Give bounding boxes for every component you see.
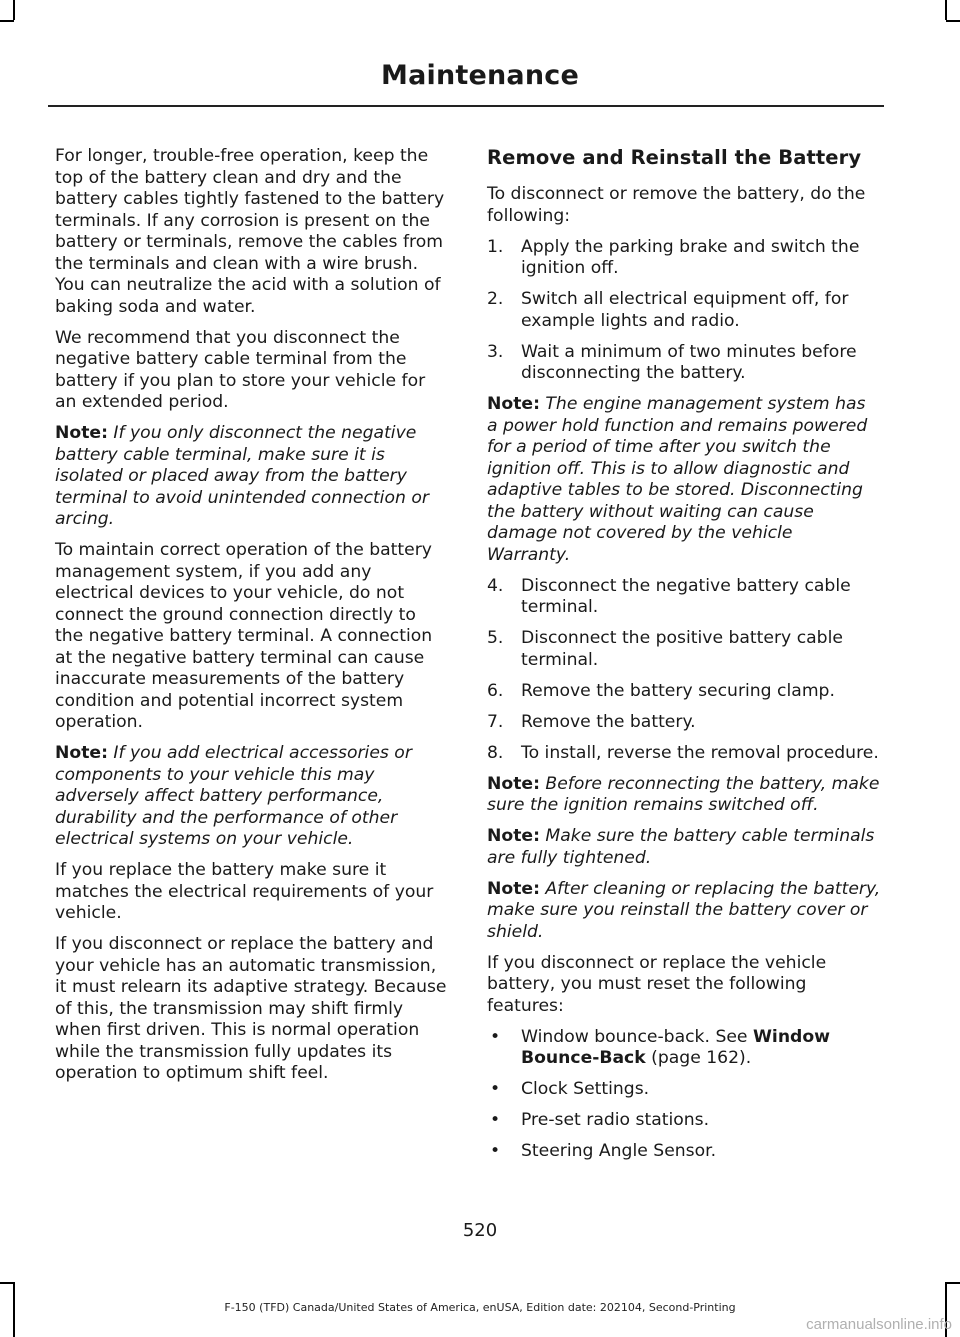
list-item: [487, 342, 881, 385]
list-item: [487, 628, 881, 671]
header-divider: [48, 105, 884, 107]
paragraph: If you disconnect or replace the vehicle battery, you must reset the following features:: [487, 952, 827, 1016]
paragraph: To disconnect or remove the battery, do the following:: [487, 184, 866, 226]
list-item: [487, 289, 881, 332]
steps-list: [487, 237, 881, 385]
step-text: To install, reverse the removal procedure.: [521, 742, 879, 763]
list-item: [487, 237, 881, 280]
step-number: 2.: [487, 289, 504, 309]
steps-list: [487, 576, 881, 765]
list-item: [487, 1079, 881, 1101]
bullet-mark: •: [490, 1141, 501, 1161]
bullet-mark: •: [490, 1079, 501, 1099]
note-label: Note:: [487, 394, 540, 414]
page-number: 520: [462, 1220, 498, 1241]
note: [487, 774, 881, 817]
paragraph: For longer, trouble-free operation, keep the top of the battery clean and dry and the battery cables tightly fastened to the battery terminals. If any corrosion is present on the battery or terminals, remove the cables from the terminals and clean with a wire brush. You can neutralize the acid with a solution of baking soda and water.: [55, 146, 445, 317]
note: [487, 394, 881, 566]
list-item: [487, 712, 881, 734]
list-item: [487, 1027, 881, 1070]
list-item: [487, 576, 881, 619]
left-column: [55, 146, 447, 1094]
list-item: [487, 1110, 881, 1132]
list-item: [487, 743, 881, 765]
note-text: Before reconnecting the battery, make sure the ignition remains switched off.: [487, 773, 880, 815]
step-number: 5.: [487, 628, 504, 648]
note: [487, 879, 881, 944]
paragraph: If you disconnect or replace the battery and your vehicle has an automatic transmission, it must relearn its adaptive strategy. Because of this, the transmission may shift firmly when first driven. This is normal operation while the transmission fully updates its operation to optimum shift feel.: [55, 934, 447, 1083]
step-number: 8.: [487, 742, 504, 763]
step-number: 3.: [487, 341, 504, 362]
crop-mark: [945, 0, 947, 20]
list-item: [487, 1141, 881, 1163]
step-number: 4.: [487, 575, 504, 596]
note-text: If you only disconnect the negative battery cable terminal, make sure it is isolated or placed away from the battery terminal to avoid unintended connection or arcing.: [55, 423, 429, 529]
list-item: [487, 681, 881, 703]
note-text: The engine management system has a power hold function and remains powered for a period of time after you switch the ignition off. This is to allow diagnostic and adaptive tables to be stored. Disconnecting the battery without waiting can cause damage not covered by the vehicle Warranty.: [487, 394, 868, 565]
bullet-list: [487, 1027, 881, 1163]
note-label: Note:: [487, 826, 540, 846]
step-text: Wait a minimum of two minutes before disconnecting the battery.: [521, 341, 857, 383]
step-number: 7.: [487, 711, 504, 732]
note: [487, 826, 881, 869]
note: [55, 743, 447, 851]
bullet-mark: •: [490, 1026, 501, 1047]
crop-mark: [946, 20, 960, 22]
crop-mark: [946, 1282, 960, 1284]
note: [55, 423, 447, 531]
watermark: carmanualsonline.info: [806, 1316, 952, 1333]
bullet-text: Clock Settings.: [521, 1079, 650, 1099]
step-text: Remove the battery.: [521, 711, 696, 732]
bullet-text: Window bounce-back. See: [521, 1026, 753, 1047]
right-column: [487, 146, 881, 1172]
crop-mark: [0, 20, 14, 22]
note-text: After cleaning or replacing the battery, make sure you reinstall the battery cover or shield.: [487, 878, 881, 942]
crop-mark: [0, 1282, 14, 1284]
section-heading: Remove and Reinstall the Battery: [487, 146, 862, 169]
step-number: 1.: [487, 236, 504, 257]
step-text: Remove the battery securing clamp.: [521, 680, 835, 701]
step-number: 6.: [487, 680, 504, 701]
note-label: Note:: [487, 878, 540, 899]
paragraph: If you replace the battery make sure it matches the electrical requirements of your vehicle.: [55, 860, 434, 923]
note-label: Note:: [55, 743, 108, 763]
step-text: Switch all electrical equipment off, for example lights and radio.: [521, 289, 849, 331]
bullet-mark: •: [490, 1110, 501, 1130]
step-text: Apply the parking brake and switch the ignition off.: [521, 236, 860, 278]
footer-edition-info: F-150 (TFD) Canada/United States of America, enUSA, Edition date: 202104, Second-Printing: [224, 1301, 736, 1314]
page-title: Maintenance: [381, 60, 579, 91]
note-label: Note:: [487, 773, 540, 794]
bullet-text: Steering Angle Sensor.: [521, 1141, 717, 1161]
step-text: Disconnect the positive battery cable terminal.: [521, 628, 843, 670]
crop-mark: [13, 0, 15, 20]
bullet-text: Pre-set radio stations.: [521, 1110, 710, 1130]
paragraph: We recommend that you disconnect the negative battery cable terminal from the battery if you plan to store your vehicle for an extended period.: [55, 327, 426, 412]
page-reference: (page 162).: [645, 1048, 752, 1068]
paragraph: To maintain correct operation of the battery management system, if you add any electrical devices to your vehicle, do not connect the ground connection directly to the negative battery terminal. A connection at the negative battery terminal can cause inaccurate measurements of the battery condition and potential incorrect system operation.: [55, 540, 433, 732]
cross-reference-link[interactable]: Window Bounce-Back: [521, 1026, 831, 1068]
note-text: Make sure the battery cable terminals are fully tightened.: [487, 826, 875, 868]
note-text: If you add electrical accessories or components to your vehicle this may adversely affect battery performance, durability and the performance of other electrical systems on your vehicle.: [55, 743, 412, 849]
step-text: Disconnect the negative battery cable terminal.: [521, 575, 851, 617]
note-label: Note:: [55, 423, 108, 443]
